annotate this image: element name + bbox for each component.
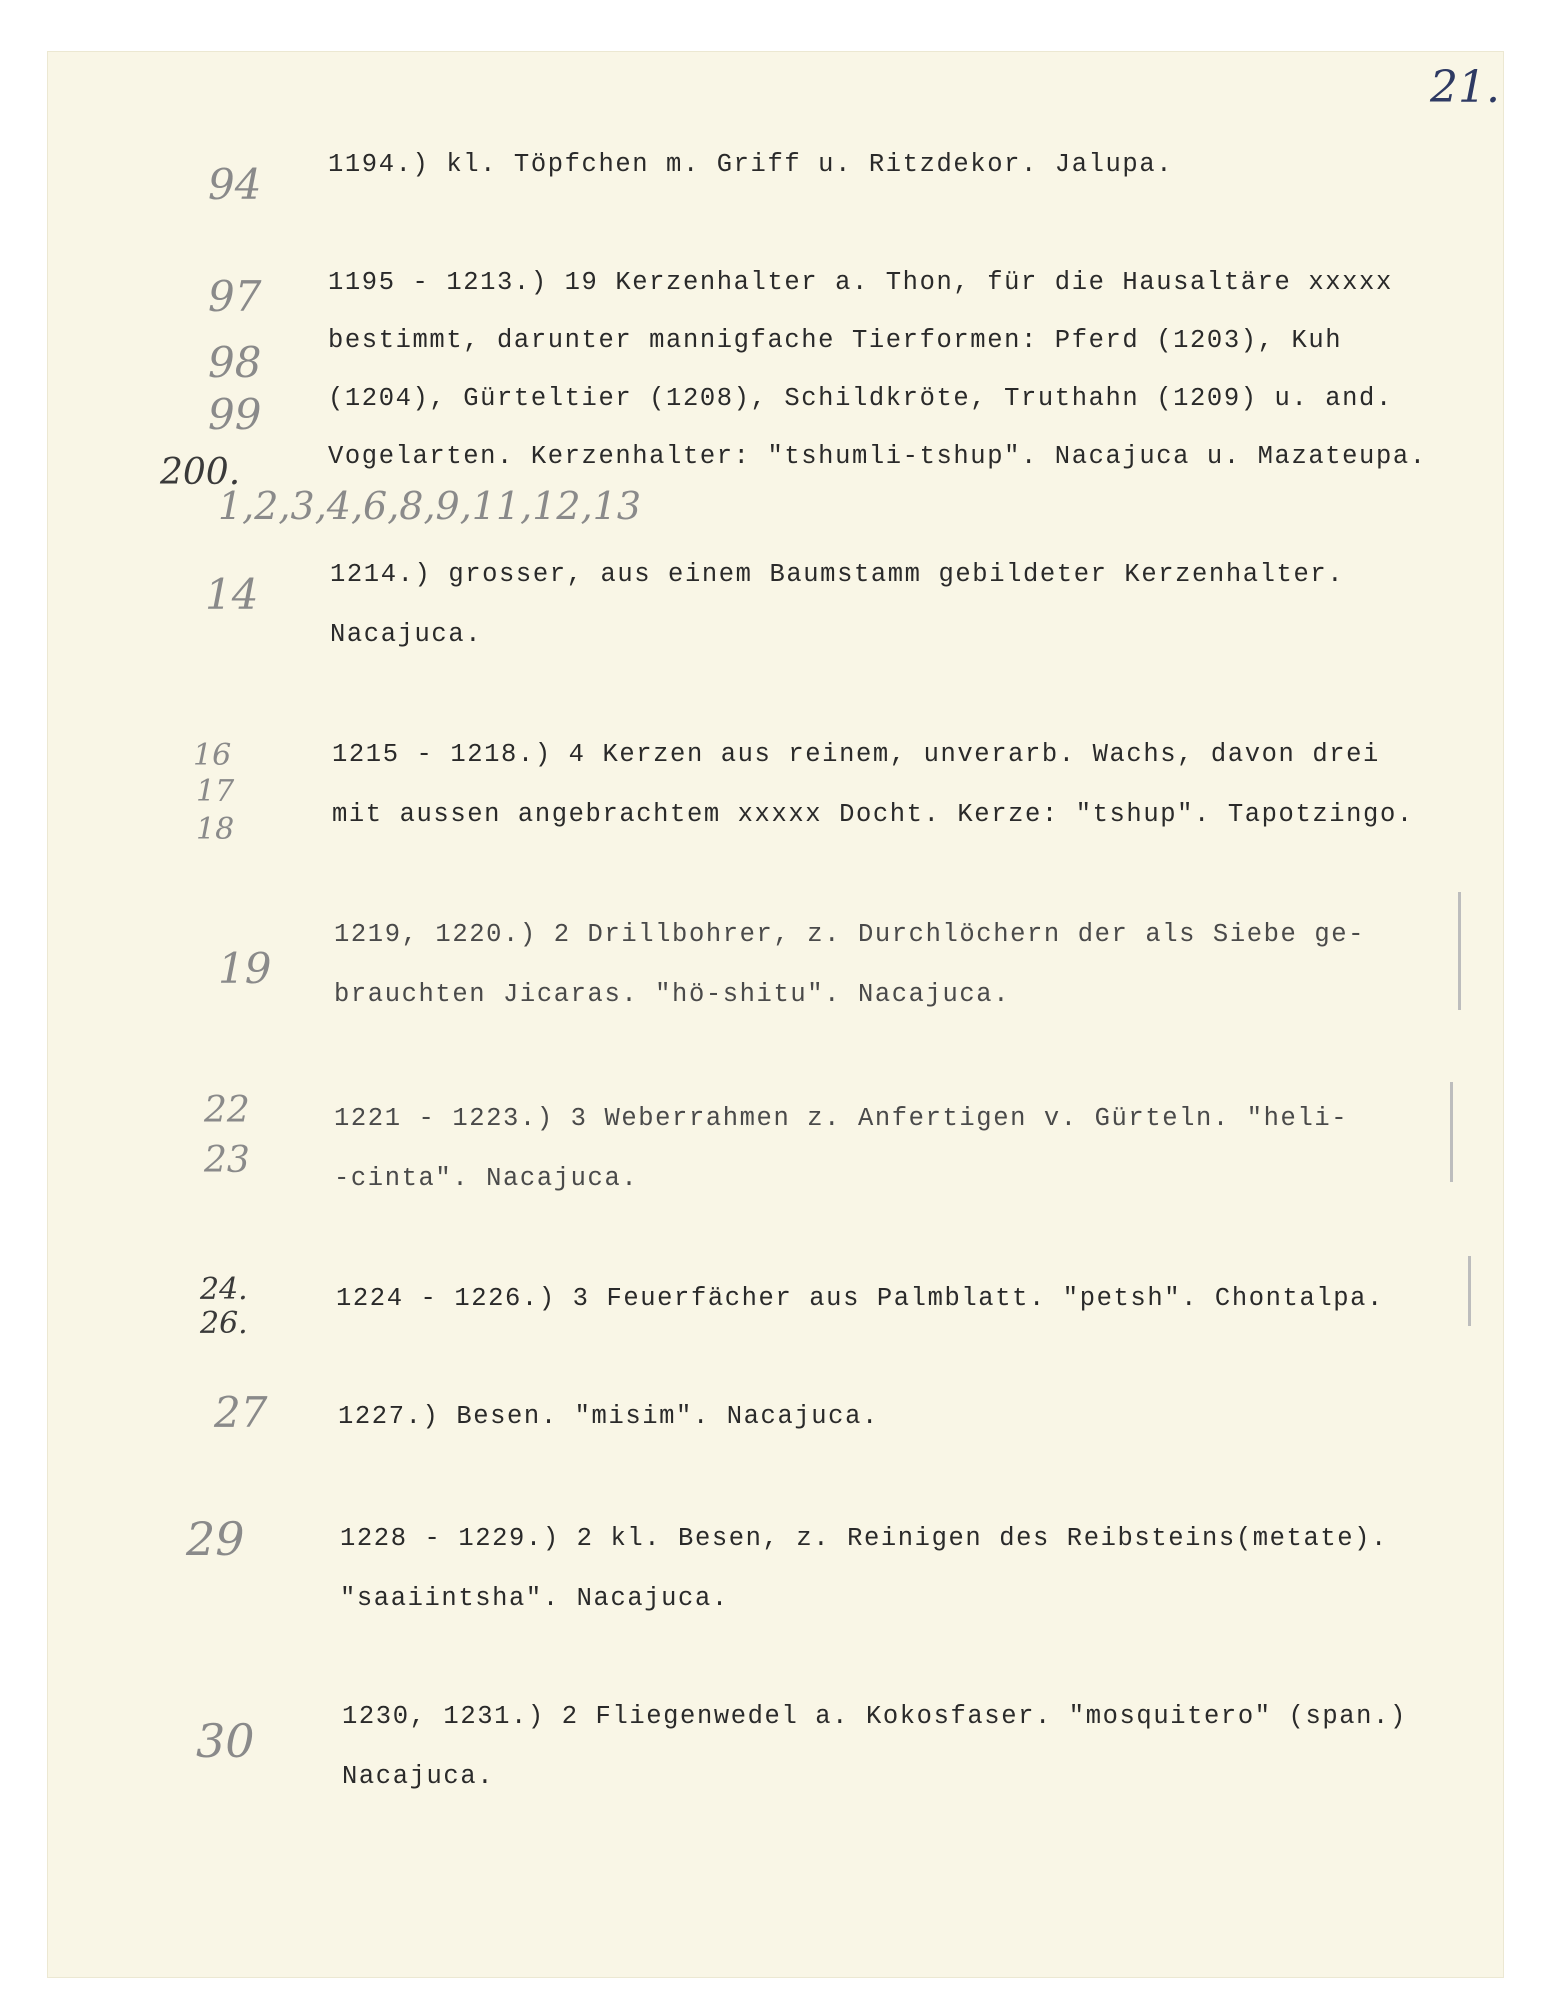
- page-number: 21.: [1430, 62, 1500, 113]
- margin-note: 19: [218, 944, 272, 993]
- margin-note: 30: [196, 1714, 255, 1768]
- margin-note: 97: [208, 272, 262, 321]
- entry-line: 1228 - 1229.) 2 kl. Besen, z. Reinigen des Reibsteins(metate).: [340, 1524, 1388, 1553]
- pencil-mark: [1468, 1256, 1471, 1326]
- pencil-mark: [1450, 1082, 1453, 1182]
- entry-line: (1204), Gürteltier (1208), Schildkröte, Truthahn (1209) u. and.: [328, 384, 1393, 413]
- margin-note: 27: [214, 1388, 268, 1437]
- margin-note: 94: [208, 160, 262, 209]
- entry-line: bestimmt, darunter mannigfache Tierformen: Pferd (1203), Kuh: [328, 326, 1343, 355]
- entry-line: 1194.) kl. Töpfchen m. Griff u. Ritzdekor. Jalupa.: [328, 150, 1174, 179]
- margin-note: 200.: [160, 452, 241, 493]
- entry-line: "saaiintsha". Nacajuca.: [340, 1584, 729, 1613]
- margin-note: 14: [205, 570, 259, 619]
- entry-line: Nacajuca.: [330, 620, 483, 649]
- margin-note: 24.: [200, 1272, 248, 1307]
- margin-note: 1,2,3,4,6,8,9,11,12,13: [218, 484, 642, 528]
- entry-line: Vogelarten. Kerzenhalter: "tshumli-tshup". Nacajuca u. Mazateupa.: [328, 442, 1427, 471]
- margin-note: 17: [196, 774, 235, 809]
- margin-note: 16: [193, 738, 232, 773]
- margin-note: 18: [196, 812, 235, 847]
- margin-note: 99: [208, 390, 262, 439]
- margin-note: 23: [204, 1140, 250, 1181]
- margin-note: 22: [204, 1090, 250, 1131]
- entry-line: brauchten Jicaras. "hö-shitu". Nacajuca.: [334, 980, 1011, 1009]
- entry-line: 1227.) Besen. "misim". Nacajuca.: [338, 1402, 879, 1431]
- entry-line: mit aussen angebrachtem xxxxx Docht. Kerze: "tshup". Tapotzingo.: [332, 800, 1414, 829]
- entry-line: 1224 - 1226.) 3 Feuerfächer aus Palmblatt. "petsh". Chontalpa.: [336, 1284, 1384, 1313]
- margin-note: 98: [208, 338, 262, 387]
- entry-line: 1219, 1220.) 2 Drillbohrer, z. Durchlöchern der als Siebe ge-: [334, 920, 1366, 949]
- entry-line: -cinta". Nacajuca.: [334, 1164, 639, 1193]
- margin-note: 26.: [200, 1306, 248, 1341]
- entry-line: 1221 - 1223.) 3 Weberrahmen z. Anfertigen v. Gürteln. "heli-: [334, 1104, 1349, 1133]
- entry-line: 1214.) grosser, aus einem Baumstamm gebildeter Kerzenhalter.: [330, 560, 1345, 589]
- margin-note: 29: [186, 1512, 245, 1566]
- entry-line: 1230, 1231.) 2 Fliegenwedel a. Kokosfaser. "mosquitero" (span.): [342, 1702, 1407, 1731]
- entry-line: 1215 - 1218.) 4 Kerzen aus reinem, unverarb. Wachs, davon drei: [332, 740, 1380, 769]
- entry-line: 1195 - 1213.) 19 Kerzenhalter a. Thon, für die Hausaltäre xxxxx: [328, 268, 1393, 297]
- entry-line: Nacajuca.: [342, 1762, 495, 1791]
- pencil-mark: [1458, 892, 1461, 1010]
